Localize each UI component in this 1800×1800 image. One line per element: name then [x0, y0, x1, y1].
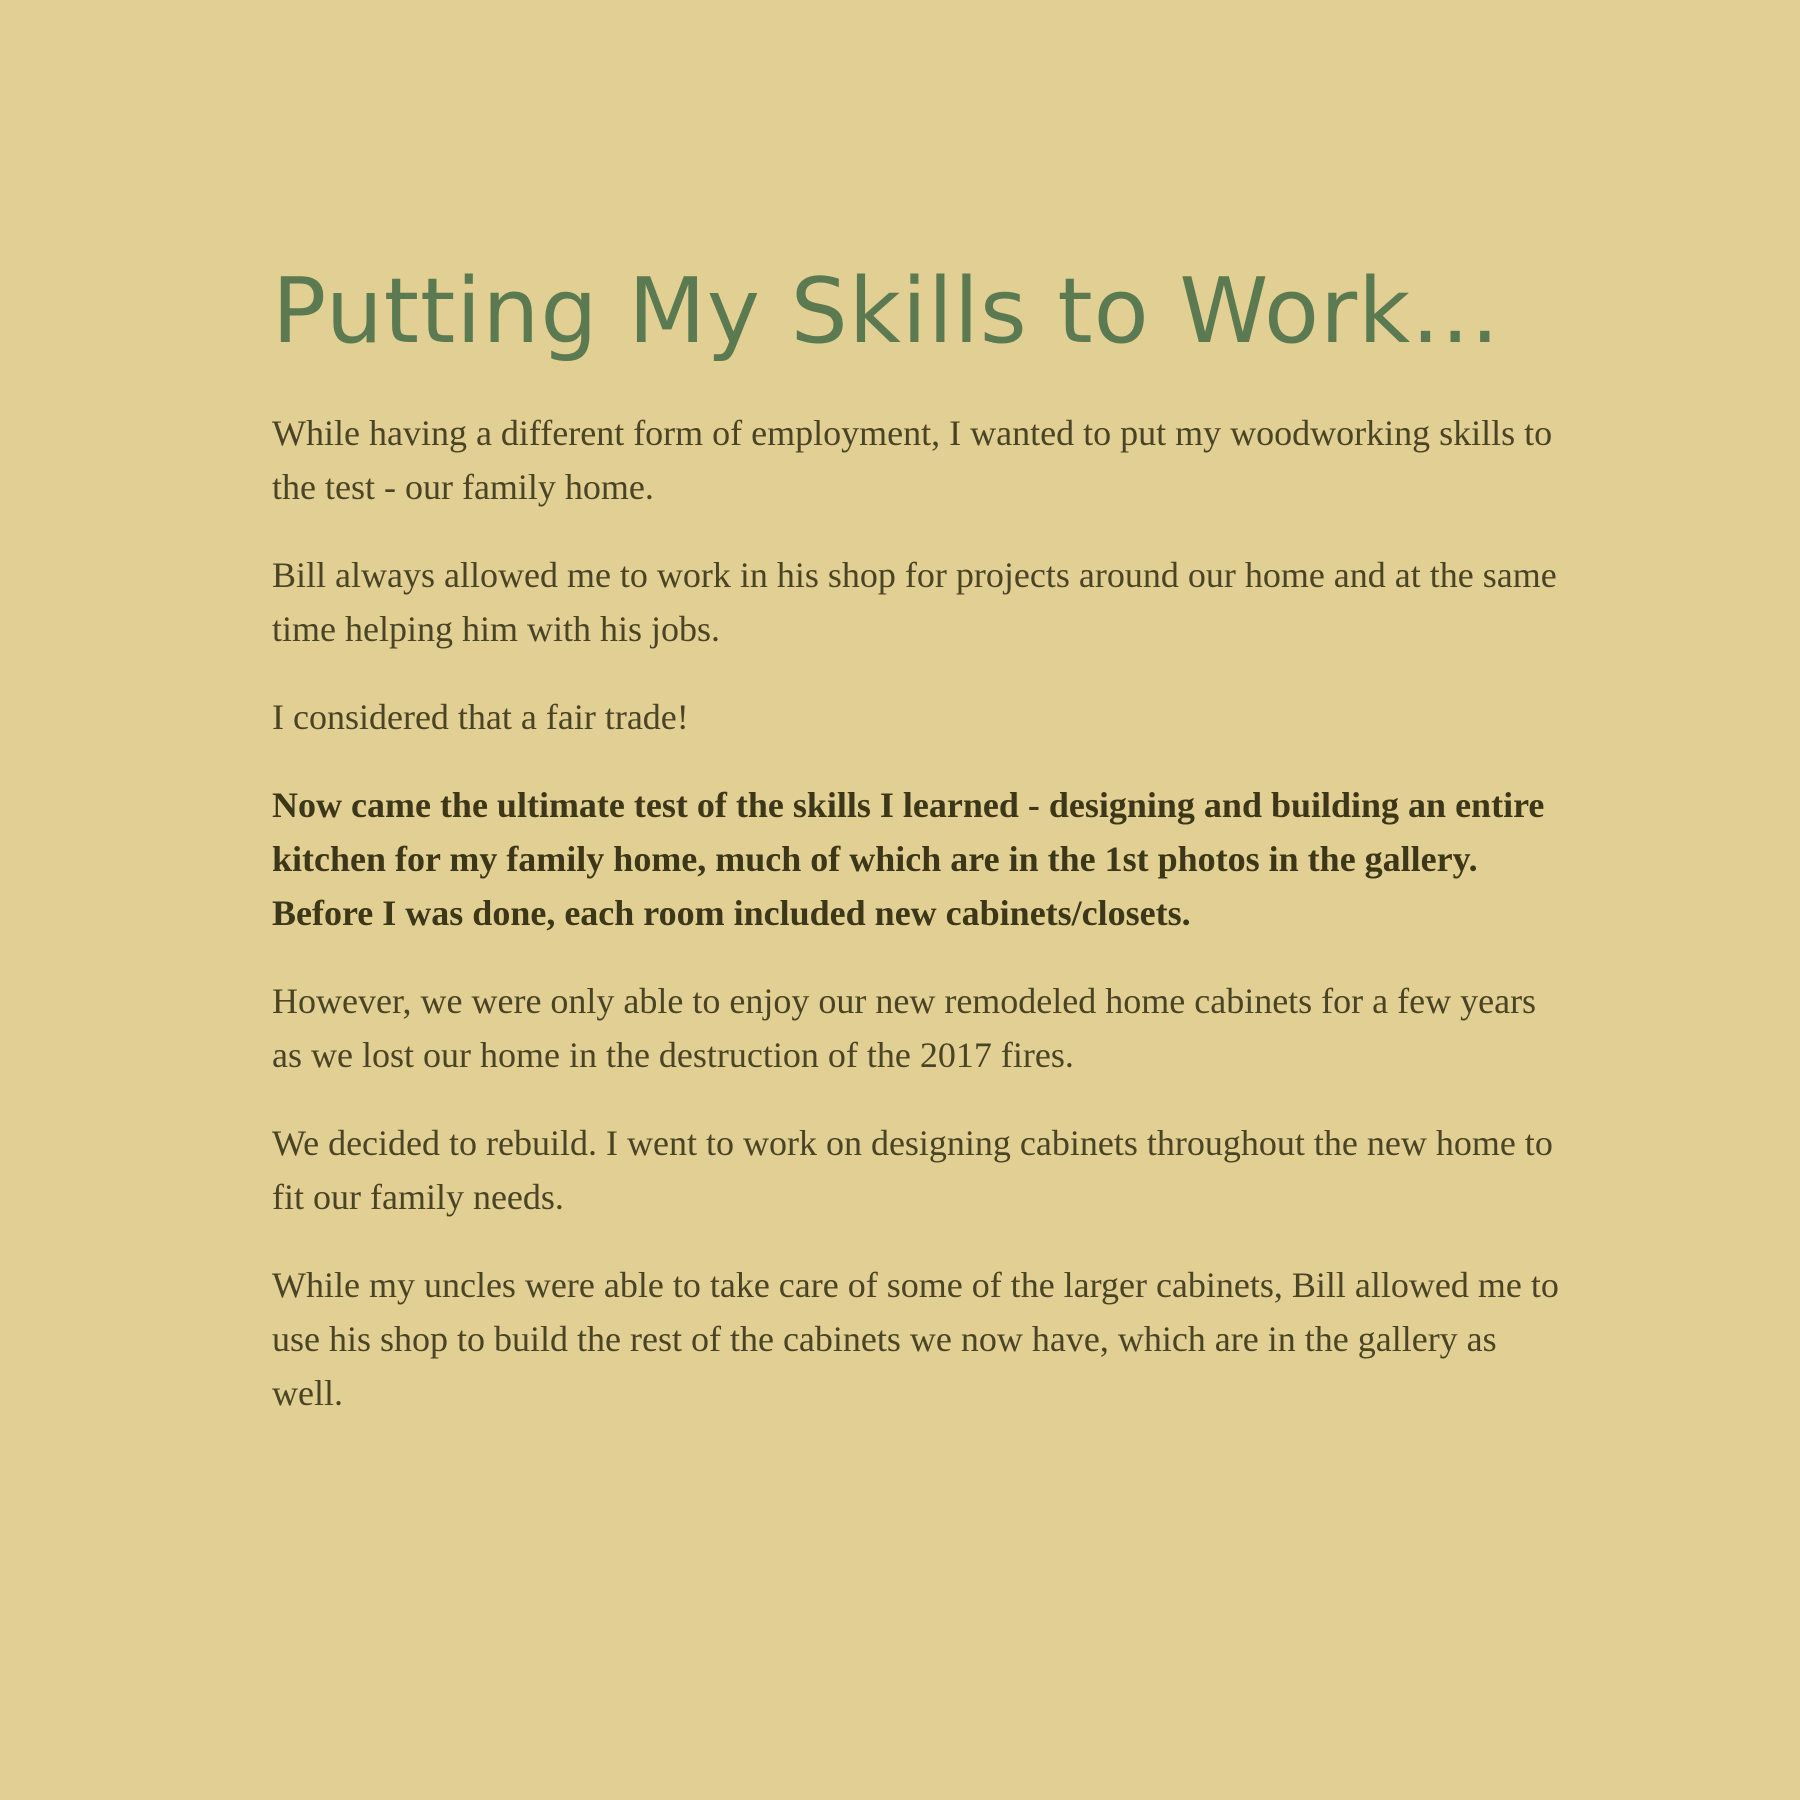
paragraph-uncles: While my uncles were able to take care of some of the larger cabinets, Bill allowed me to use his shop to build the rest of the cabinets we now have, which are in the gallery as well.	[272, 1265, 1559, 1413]
paragraph-kitchen-test: Now came the ultimate test of the skills I learned - designing and building an entire kitchen for my family home, much of which are in the 1st photos in the gallery. Before I was done, each room included new cabinets/closets.	[272, 785, 1545, 933]
paragraph-fires: However, we were only able to enjoy our new remodeled home cabinets for a few years as we lost our home in the destruction of the 2017 fires.	[272, 981, 1537, 1075]
paragraph-employment: While having a different form of employment, I wanted to put my woodworking skills to the test - our family home.	[272, 413, 1553, 507]
text-section	[272, 259, 1572, 1454]
paragraph-fair-trade: I considered that a fair trade!	[272, 697, 689, 737]
section-title: Putting My Skills to Work...	[272, 259, 1501, 364]
paragraph-rebuild: We decided to rebuild. I went to work on designing cabinets throughout the new home to fit our family needs.	[272, 1123, 1553, 1217]
paragraph-bill-shop: Bill always allowed me to work in his shop for projects around our home and at the same time helping him with his jobs.	[272, 555, 1557, 649]
